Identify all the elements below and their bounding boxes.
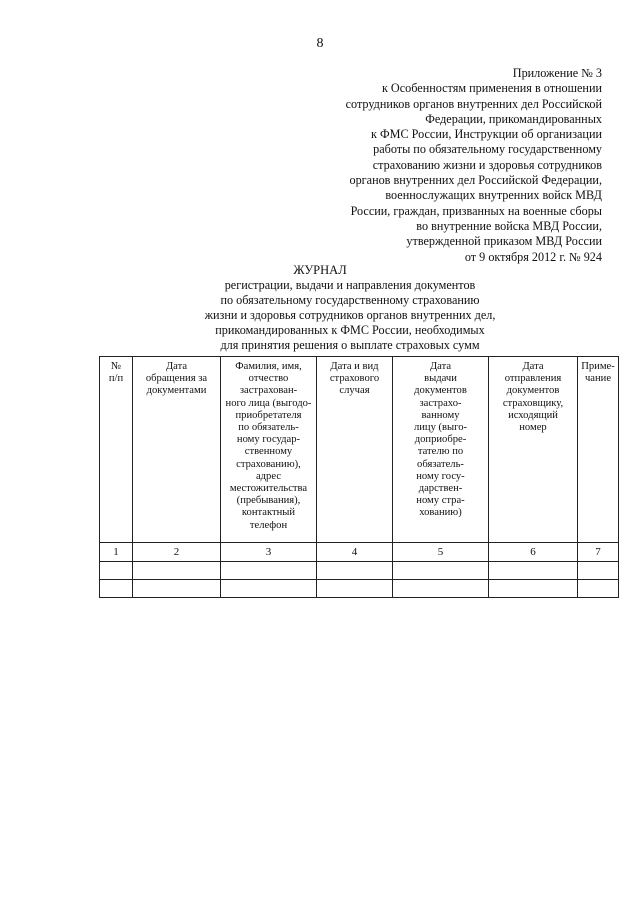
journal-table <box>99 356 619 598</box>
subtitle-line: для принятия решения о выплате страховых сумм <box>220 338 480 352</box>
column-number: 6 <box>489 543 578 562</box>
column-header-line: дарствен- <box>418 483 463 495</box>
column-header-line: Дата <box>522 361 544 372</box>
column-header-line: тателю по <box>417 446 464 458</box>
column-header-insured-person <box>221 357 317 543</box>
column-header-line: чание <box>584 373 612 385</box>
page-number: 8 <box>316 36 324 51</box>
column-header-line: обязатель- <box>417 458 464 470</box>
column-header-line: случая <box>339 385 370 397</box>
column-number: 3 <box>221 543 317 562</box>
column-header-line: отправления <box>504 373 562 385</box>
column-number: 7 <box>578 543 619 562</box>
table-cell <box>317 580 393 598</box>
appendix-line: страхованию жизни и здоровья сотрудников <box>372 157 602 172</box>
column-header-line: адрес <box>255 470 282 482</box>
column-header-line: п/п <box>108 373 124 385</box>
appendix-line: во внутренние войска МВД России, <box>416 218 602 233</box>
appendix-line: работы по обязательному государственному <box>373 142 602 157</box>
table-cell <box>393 562 489 580</box>
appendix-line: к ФМС России, Инструкции об организации <box>371 127 602 142</box>
appendix-line: России, граждан, призванных на военные сборы <box>350 203 602 218</box>
column-header-line: Дата и вид <box>330 361 379 372</box>
subtitle-line: прикомандированных к ФМС России, необходимых <box>215 323 485 337</box>
column-header-line: ному стра- <box>416 495 465 507</box>
column-header-line: ному госу- <box>416 470 465 482</box>
table-cell <box>100 580 133 598</box>
column-header-line: отчество <box>248 373 289 385</box>
appendix-line: Приложение № 3 <box>512 66 602 80</box>
column-header-line: ного лица (выгодо- <box>225 397 312 409</box>
column-header-line: по обязатель- <box>238 422 299 434</box>
column-header-line: (пребывания), <box>236 495 301 507</box>
appendix-header <box>302 66 602 265</box>
table-cell <box>578 562 619 580</box>
column-header-line: № <box>110 361 122 372</box>
column-header-line: ственному <box>244 446 293 458</box>
subtitle-line: регистрации, выдачи и направления документов <box>224 278 476 292</box>
column-header-line: документов <box>506 385 560 397</box>
table-row <box>100 562 619 580</box>
column-header-line: выдачи <box>424 373 457 385</box>
column-header-line: страхового <box>329 373 380 385</box>
column-header-line: страховщику, <box>502 397 564 409</box>
column-header-note <box>578 357 619 543</box>
table-cell <box>221 580 317 598</box>
column-header-request-date <box>133 357 221 543</box>
column-header-line: страхованию), <box>236 458 301 470</box>
column-header-insured-event <box>317 357 393 543</box>
table-row <box>100 580 619 598</box>
table-cell <box>393 580 489 598</box>
appendix-line: к Особенностям применения в отношении <box>381 81 602 96</box>
column-header-line: ному государ- <box>236 434 301 446</box>
column-header-line: хованию) <box>419 507 462 519</box>
column-header-line: ванному <box>421 409 460 421</box>
column-header-issue-date <box>393 357 489 543</box>
column-header-line: Дата <box>165 361 188 372</box>
table-cell <box>578 580 619 598</box>
column-header-line: контактный <box>241 507 296 519</box>
table-cell <box>489 562 578 580</box>
table-cell <box>133 580 221 598</box>
column-number: 5 <box>393 543 489 562</box>
column-header-line: номер <box>519 422 547 434</box>
column-header-line: документами <box>146 385 207 397</box>
column-header-number <box>100 357 133 543</box>
column-number: 2 <box>133 543 221 562</box>
journal-subtitle <box>0 278 640 353</box>
column-header-line: телефон <box>249 519 288 531</box>
column-header-line: застрахован- <box>239 385 298 397</box>
column-header-line: застрахо- <box>419 397 462 409</box>
column-header-dispatch-date <box>489 357 578 543</box>
column-header-line: доприобре- <box>414 434 467 446</box>
column-header-line: Приме- <box>581 361 615 372</box>
subtitle-line: по обязательному государственному страхованию <box>220 293 480 307</box>
column-number-row <box>100 543 619 562</box>
column-header-line: Дата <box>429 361 452 372</box>
table-cell <box>100 562 133 580</box>
journal-title: ЖУРНАЛ <box>293 263 347 277</box>
table-cell <box>317 562 393 580</box>
column-header-line: Фамилия, имя, <box>235 361 302 372</box>
column-number: 4 <box>317 543 393 562</box>
table-cell <box>221 562 317 580</box>
appendix-line: Федерации, прикомандированных <box>425 111 602 126</box>
appendix-line: военнослужащих внутренних войск МВД <box>385 188 602 203</box>
table-cell <box>133 562 221 580</box>
appendix-line: сотрудников органов внутренних дел Российской <box>345 96 602 111</box>
column-header-line: приобретателя <box>235 409 302 421</box>
appendix-line: от 9 октября 2012 г. № 924 <box>464 249 602 264</box>
column-header-line: обращения за <box>145 373 208 385</box>
column-header-line: лицу (выго- <box>413 422 468 434</box>
column-header-line: исходящий <box>508 409 558 421</box>
column-number: 1 <box>100 543 133 562</box>
subtitle-line: жизни и здоровья сотрудников органов внутренних дел, <box>204 308 496 322</box>
column-header-line: местожительства <box>229 483 308 495</box>
appendix-line: утвержденной приказом МВД России <box>406 234 602 249</box>
column-header-line: документов <box>414 385 467 397</box>
table-cell <box>489 580 578 598</box>
table-header-row <box>100 357 619 543</box>
appendix-line: органов внутренних дел Российской Федерации, <box>349 173 602 188</box>
